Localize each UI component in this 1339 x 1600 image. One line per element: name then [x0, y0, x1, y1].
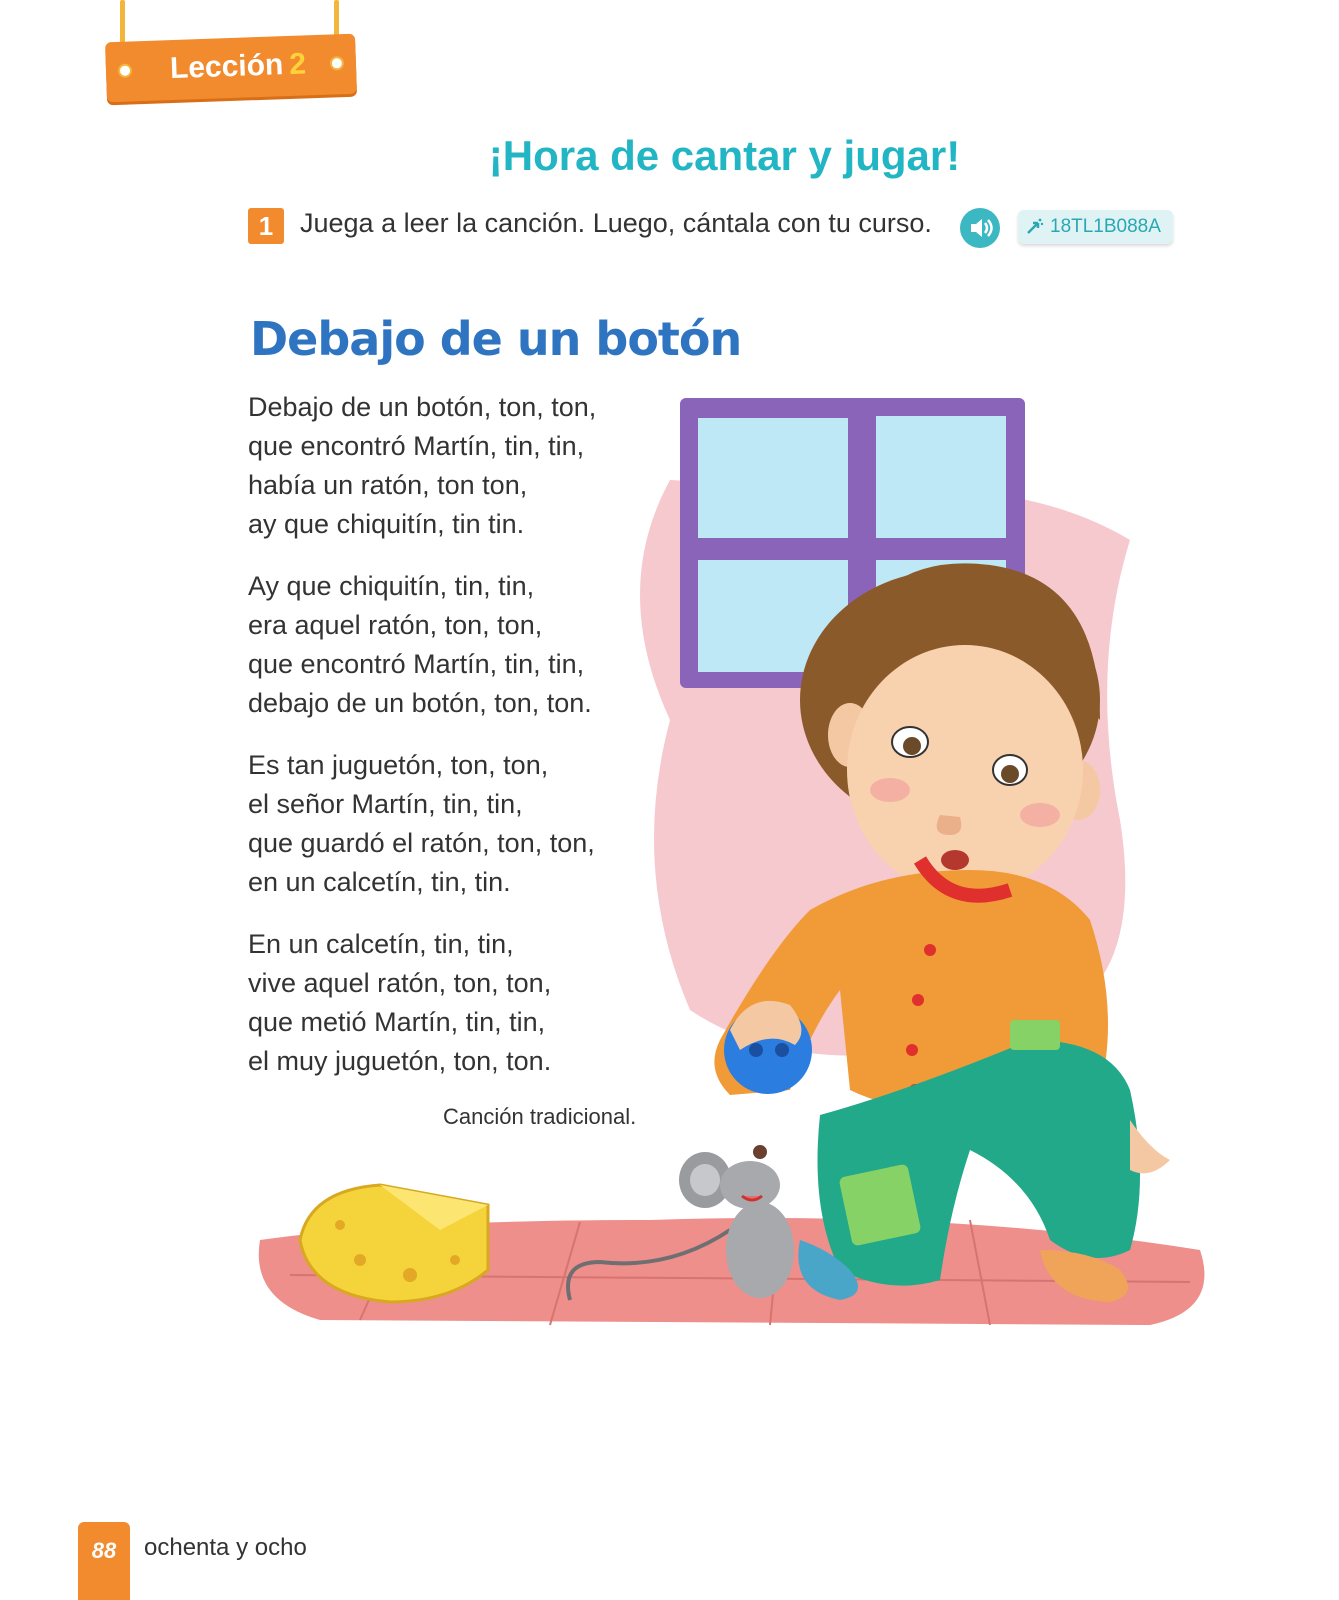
song-lyrics: [248, 388, 678, 1104]
lyric-line: En un calcetín, tin, tin,: [248, 929, 514, 959]
lyric-line: Debajo de un botón, ton, ton,: [248, 392, 597, 422]
lyric-line: que encontró Martín, tin, tin,: [248, 649, 585, 679]
page-title: ¡Hora de cantar y jugar!: [488, 132, 961, 179]
instruction-text: Juega a leer la canción. Luego, cántala con tu curso.: [300, 208, 932, 238]
lyric-line: debajo de un botón, ton, ton.: [248, 688, 592, 718]
tag-ring-right: [330, 56, 344, 70]
speaker-icon[interactable]: [960, 208, 1000, 248]
stanza: [248, 746, 678, 902]
lyric-line: era aquel ratón, ton, ton,: [248, 610, 543, 640]
lyric-line: Es tan juguetón, ton, ton,: [248, 750, 549, 780]
page-number-tab: [78, 1522, 130, 1600]
tag-ring-left: [118, 63, 132, 77]
song-title: Debajo de un botón: [250, 312, 742, 366]
lyric-line: que encontró Martín, tin, tin,: [248, 431, 585, 461]
song-credit: Canción tradicional.: [443, 1104, 637, 1129]
instruction-row: [248, 202, 1208, 250]
lesson-label-text: Lección: [169, 48, 284, 86]
lesson-label: [169, 47, 306, 86]
cheese-icon: [300, 1185, 488, 1302]
lyric-line: que metió Martín, tin, tin,: [248, 1007, 546, 1037]
page-number-words: ochenta y ocho: [144, 1534, 307, 1561]
lyric-line: el muy juguetón, ton, ton.: [248, 1046, 552, 1076]
lesson-tag-plate: [105, 34, 357, 103]
resource-code-link[interactable]: [1018, 210, 1173, 244]
lyric-line: ay que chiquitín, tin tin.: [248, 509, 525, 539]
stanza: [248, 925, 678, 1081]
lyric-line: había un ratón, ton ton,: [248, 470, 528, 500]
lesson-number: 2: [288, 47, 307, 81]
lesson-tag: [100, 0, 370, 110]
lyric-line: que guardó el ratón, ton, ton,: [248, 828, 595, 858]
lyric-line: en un calcetín, tin, tin.: [248, 867, 511, 897]
instruction-number: 1: [248, 208, 284, 244]
stanza: [248, 388, 678, 544]
lyric-line: el señor Martín, tin, tin,: [248, 789, 523, 819]
stanza: [248, 567, 678, 723]
lyric-line: vive aquel ratón, ton, ton,: [248, 968, 552, 998]
pointer-icon: [1024, 217, 1044, 237]
resource-code-text: 18TL1B088A: [1050, 216, 1161, 237]
lyric-line: Ay que chiquitín, tin, tin,: [248, 571, 535, 601]
page-number: 88: [91, 1538, 117, 1563]
